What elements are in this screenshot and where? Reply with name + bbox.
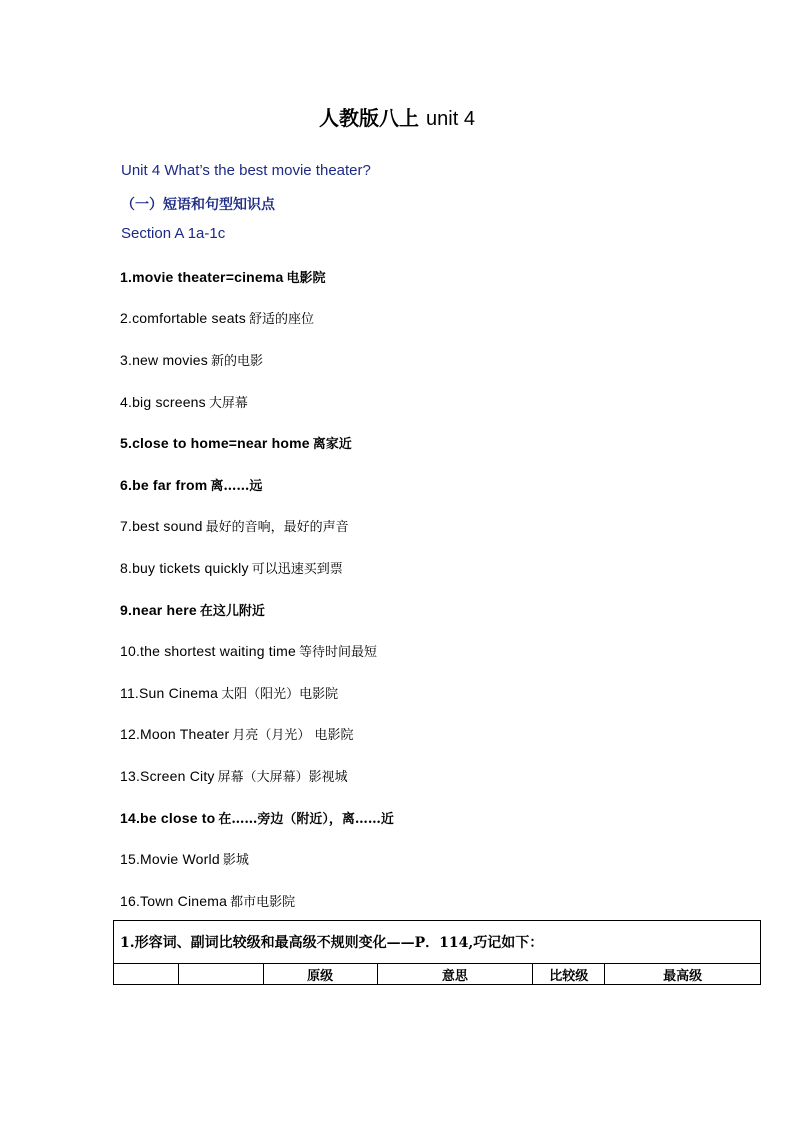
phrase-en: 10.the shortest waiting time: [120, 643, 297, 659]
section-label: Section A 1a-1c: [121, 225, 226, 242]
phrase-en: 4.big screens: [120, 394, 206, 410]
phrase-item: [120, 308, 314, 327]
phrase-cn: 大屏幕: [208, 396, 248, 411]
phrase-en: 8.buy tickets quickly: [120, 560, 249, 576]
title-en: unit 4: [426, 108, 475, 130]
phrase-item: [120, 475, 262, 494]
unit-heading: Unit 4 What’s the best movie theater?: [121, 162, 371, 179]
phrase-en: 9.near here: [120, 602, 197, 618]
phrase-cn: 月亮（月光） 电影院: [232, 728, 354, 743]
table-header-cell: 比较级: [533, 964, 605, 985]
table-caption: 1.形容词、副词比较级和最高级不规则变化——P．114,巧记如下：: [114, 921, 761, 964]
phrase-cn: 等待时间最短: [299, 645, 378, 660]
phrase-en: 13.Screen City: [120, 768, 215, 784]
phrase-en: 15.Movie World: [120, 851, 220, 867]
phrase-cn: 离家近: [312, 437, 352, 452]
phrase-item: [120, 392, 248, 411]
page-title: [0, 102, 794, 131]
phrase-item: [120, 849, 249, 868]
phrase-item: [120, 891, 295, 910]
phrase-cn: 舒适的座位: [248, 312, 314, 327]
phrase-en: 16.Town Cinema: [120, 893, 228, 909]
phrase-cn: 新的电影: [211, 354, 264, 369]
phrase-item: [120, 724, 354, 743]
table-header-cell: 意思: [377, 964, 533, 985]
phrase-cn: 在……旁边（附近），离……近: [218, 812, 394, 827]
phrase-cn: 都市电影院: [230, 895, 296, 910]
section-heading: （一）短语和句型知识点: [121, 197, 275, 213]
phrase-cn: 影城: [222, 853, 249, 868]
phrase-en: 7.best sound: [120, 518, 203, 534]
phrase-en: 3.new movies: [120, 352, 208, 368]
phrase-item: [120, 267, 326, 286]
phrase-item: [120, 433, 352, 452]
phrase-cn: 在这儿附近: [199, 604, 265, 619]
phrase-en: 5.close to home=near home: [120, 435, 310, 451]
table-header-row: [114, 964, 761, 985]
phrase-cn: 电影院: [286, 271, 326, 286]
phrase-item: [120, 600, 265, 619]
table-header-cell: [114, 964, 179, 985]
phrase-item: [120, 808, 394, 827]
phrase-cn: 太阳（阳光）电影院: [221, 687, 339, 702]
phrase-en: 1.movie theater=cinema: [120, 269, 284, 285]
title-cn: 人教版八上: [319, 106, 420, 130]
phrase-item: [120, 683, 338, 702]
phrase-en: 6.be far from: [120, 477, 208, 493]
phrase-item: [120, 350, 263, 369]
phrase-en: 12.Moon Theater: [120, 726, 230, 742]
phrase-cn: 离……远: [210, 479, 263, 494]
phrase-en: 11.Sun Cinema: [120, 685, 219, 701]
table-header-cell: [178, 964, 263, 985]
comparative-table: [113, 920, 761, 985]
phrase-en: 14.be close to: [120, 810, 216, 826]
phrase-item: [120, 558, 343, 577]
phrase-cn: 最好的音响，最好的声音: [205, 520, 349, 535]
phrase-cn: 屏幕（大屏幕）影视城: [217, 770, 348, 785]
phrase-item: [120, 641, 377, 660]
phrase-item: [120, 766, 348, 785]
phrase-item: [120, 516, 349, 535]
phrase-cn: 可以迅速买到票: [251, 562, 343, 577]
phrase-en: 2.comfortable seats: [120, 310, 246, 326]
table-header-cell: 原级: [263, 964, 377, 985]
table-header-cell: 最高级: [605, 964, 761, 985]
